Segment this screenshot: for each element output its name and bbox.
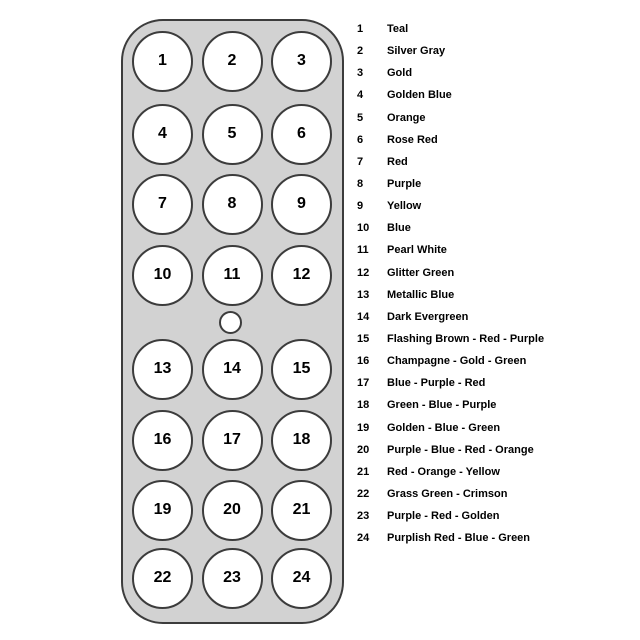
legend-number: 3 <box>357 67 364 80</box>
palette-well-1: 1 <box>132 31 193 92</box>
legend-row-3 <box>357 62 632 84</box>
legend-label: Green - Blue - Purple <box>387 399 497 412</box>
legend-label: Gold <box>387 67 413 80</box>
legend-number: 13 <box>357 288 370 301</box>
palette-well-9: 9 <box>271 174 332 235</box>
legend-number: 21 <box>357 465 370 478</box>
legend-row-9 <box>357 195 632 217</box>
palette-well-3: 3 <box>271 31 332 92</box>
legend-row-17 <box>357 372 632 394</box>
legend-number: 22 <box>357 488 370 501</box>
legend-label: Rose Red <box>387 133 438 146</box>
legend-label: Metallic Blue <box>387 288 455 301</box>
legend-number: 15 <box>357 333 370 346</box>
legend-row-10 <box>357 217 632 239</box>
legend-row-7 <box>357 151 632 173</box>
tray-center-hole <box>219 311 242 334</box>
palette-well-7: 7 <box>132 174 193 235</box>
legend-label: Teal <box>387 23 409 36</box>
palette-well-24: 24 <box>271 548 332 609</box>
legend-label: Silver Gray <box>387 45 446 58</box>
legend-number: 14 <box>357 310 370 323</box>
legend-number: 1 <box>357 23 364 36</box>
legend-row-16 <box>357 350 632 372</box>
legend-row-24 <box>357 527 632 549</box>
legend-row-21 <box>357 461 632 483</box>
legend-label: Purple <box>387 178 422 191</box>
legend-number: 23 <box>357 510 370 523</box>
legend-label: Blue <box>387 222 411 235</box>
legend-number: 10 <box>357 222 370 235</box>
legend-row-23 <box>357 505 632 527</box>
palette-tray <box>121 19 344 624</box>
legend-row-4 <box>357 84 632 106</box>
legend-row-8 <box>357 173 632 195</box>
palette-well-17: 17 <box>202 410 263 471</box>
legend-label: Champagne - Gold - Green <box>387 355 527 368</box>
color-legend <box>357 18 632 549</box>
legend-label: Blue - Purple - Red <box>387 377 486 390</box>
palette-well-8: 8 <box>202 174 263 235</box>
palette-well-20: 20 <box>202 480 263 541</box>
legend-number: 16 <box>357 355 370 368</box>
legend-row-15 <box>357 328 632 350</box>
legend-label: Golden - Blue - Green <box>387 421 501 434</box>
legend-number: 17 <box>357 377 370 390</box>
legend-label: Flashing Brown - Red - Purple <box>387 333 545 346</box>
palette-well-12: 12 <box>271 245 332 306</box>
legend-number: 24 <box>357 532 370 545</box>
legend-number: 11 <box>357 244 369 257</box>
legend-row-11 <box>357 239 632 261</box>
legend-label: Red <box>387 155 408 168</box>
legend-row-5 <box>357 107 632 129</box>
legend-label: Pearl White <box>387 244 447 257</box>
legend-number: 4 <box>357 89 364 102</box>
legend-number: 2 <box>357 45 364 58</box>
legend-number: 5 <box>357 111 364 124</box>
legend-label: Glitter Green <box>387 266 455 279</box>
legend-number: 20 <box>357 443 370 456</box>
legend-number: 8 <box>357 178 364 191</box>
legend-row-19 <box>357 417 632 439</box>
palette-well-23: 23 <box>202 548 263 609</box>
legend-label: Yellow <box>387 200 422 213</box>
legend-number: 12 <box>357 266 370 279</box>
palette-well-16: 16 <box>132 410 193 471</box>
legend-label: Purple - Red - Golden <box>387 510 500 523</box>
legend-label: Purplish Red - Blue - Green <box>387 532 531 545</box>
legend-row-20 <box>357 439 632 461</box>
legend-label: Red - Orange - Yellow <box>387 465 500 478</box>
legend-label: Purple - Blue - Red - Orange <box>387 443 534 456</box>
legend-row-1 <box>357 18 632 40</box>
legend-number: 7 <box>357 155 364 168</box>
legend-row-2 <box>357 40 632 62</box>
palette-well-5: 5 <box>202 104 263 165</box>
palette-well-6: 6 <box>271 104 332 165</box>
palette-well-11: 11 <box>202 245 263 306</box>
palette-well-19: 19 <box>132 480 193 541</box>
palette-well-10: 10 <box>132 245 193 306</box>
legend-row-13 <box>357 284 632 306</box>
palette-well-15: 15 <box>271 339 332 400</box>
legend-label: Dark Evergreen <box>387 310 469 323</box>
palette-well-14: 14 <box>202 339 263 400</box>
palette-well-4: 4 <box>132 104 193 165</box>
legend-label: Golden Blue <box>387 89 452 102</box>
legend-label: Grass Green - Crimson <box>387 488 508 501</box>
legend-number: 18 <box>357 399 370 412</box>
legend-number: 9 <box>357 200 364 213</box>
legend-row-14 <box>357 306 632 328</box>
palette-well-18: 18 <box>271 410 332 471</box>
legend-row-22 <box>357 483 632 505</box>
legend-label: Orange <box>387 111 426 124</box>
legend-row-12 <box>357 262 632 284</box>
legend-row-6 <box>357 129 632 151</box>
palette-well-22: 22 <box>132 548 193 609</box>
palette-well-21: 21 <box>271 480 332 541</box>
legend-number: 19 <box>357 421 370 434</box>
legend-row-18 <box>357 394 632 416</box>
legend-number: 6 <box>357 133 364 146</box>
palette-well-2: 2 <box>202 31 263 92</box>
palette-well-13: 13 <box>132 339 193 400</box>
